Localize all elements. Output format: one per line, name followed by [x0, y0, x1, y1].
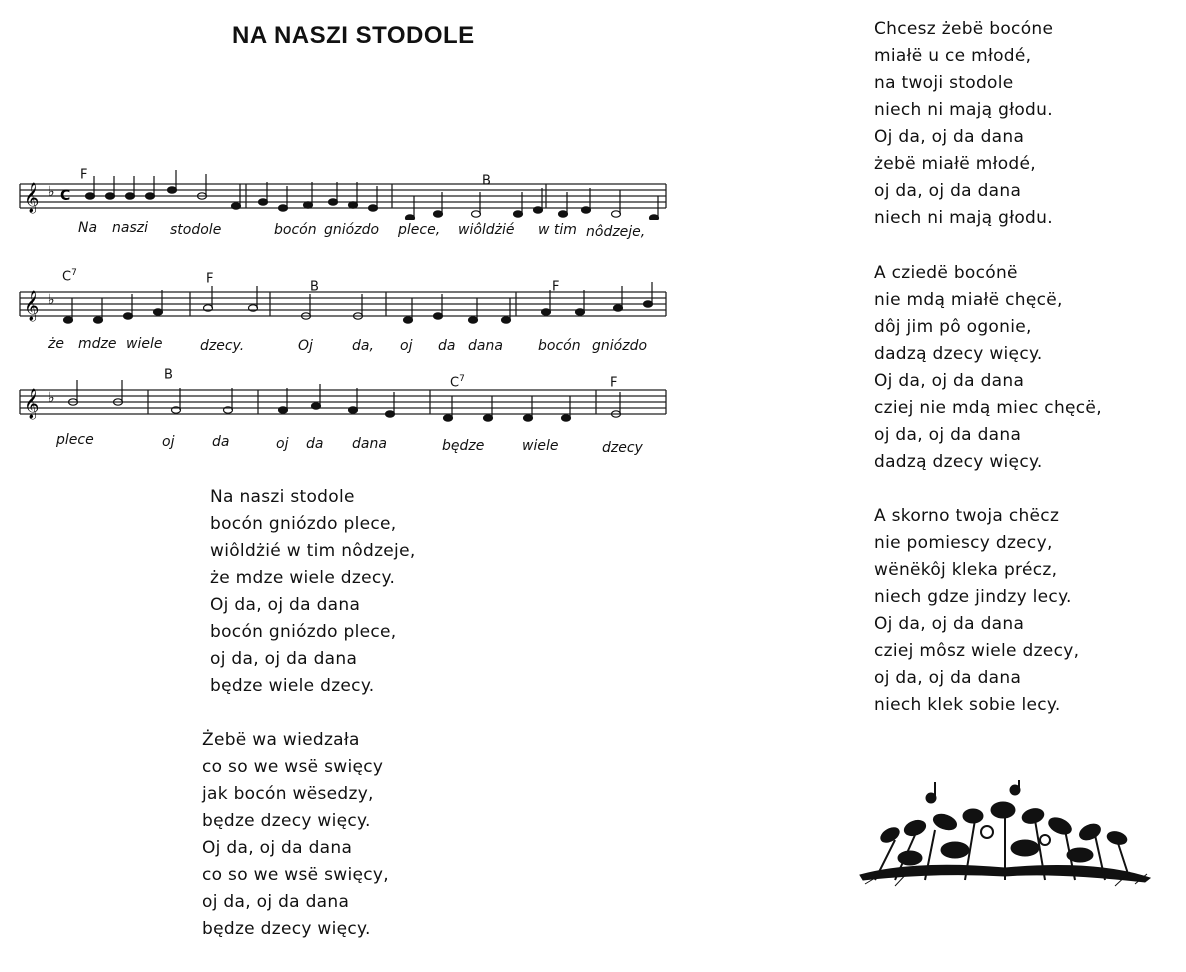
- verse-line: oj da, oj da dana: [874, 181, 1022, 201]
- svg-text:C: C: [60, 188, 71, 204]
- lyric-syllable: dzecy.: [200, 338, 245, 354]
- lyric-syllable: dana: [468, 338, 503, 354]
- verse-line: cziej nie mdą miec chęcë,: [874, 398, 1102, 418]
- verse-line: bocón gniózdo plece,: [210, 622, 397, 642]
- verse-line: Oj da, oj da dana: [874, 614, 1025, 634]
- staff-2-notes: [64, 282, 653, 323]
- lyric-syllable: bocón: [538, 338, 581, 354]
- chord: F: [552, 279, 560, 295]
- verse-line: Chcesz żebë bocóne: [874, 19, 1054, 39]
- staff-1-lines: [18, 160, 668, 220]
- verse-line: dôj jim pô ogonie,: [874, 317, 1032, 337]
- chord: B: [164, 367, 173, 383]
- svg-text:𝄞: 𝄞: [24, 389, 40, 419]
- verse-line: co so we wsë swięcy,: [202, 865, 389, 885]
- lyric-syllable: nôdzeje,: [586, 224, 646, 240]
- verse-line: będze dzecy więcy.: [202, 811, 371, 831]
- verse-line: Oj da, oj da dana: [874, 127, 1025, 147]
- sheet-music: [18, 160, 678, 470]
- verse-line: A cziedë bocónë: [874, 263, 1018, 283]
- verse-line: niech gdze jindzy lecy.: [874, 587, 1072, 607]
- staff-3-lines: [18, 366, 668, 426]
- svg-text:♭: ♭: [48, 292, 55, 308]
- verse-line: A skorno twoja chëcz: [874, 506, 1060, 526]
- verse-line: bocón gniózdo plece,: [210, 514, 397, 534]
- verse-line: będze dzecy więcy.: [202, 919, 371, 939]
- lyric-syllable: oj: [400, 338, 413, 354]
- lyric-syllable: da: [438, 338, 456, 354]
- verse-line: Oj da, oj da dana: [202, 838, 353, 858]
- lyric-syllable: wiôldżié: [458, 222, 515, 238]
- verse-line: oj da, oj da dana: [874, 425, 1022, 445]
- verse-line: niech ni mają głodu.: [874, 208, 1053, 228]
- verse-line: Na naszi stodole: [210, 487, 355, 507]
- verse-line: cziej môsz wiele dzecy,: [874, 641, 1080, 661]
- lyric-syllable: będze: [442, 438, 485, 454]
- flowers-and-notes-icon: [855, 780, 1155, 895]
- verse-line: oj da, oj da dana: [202, 892, 350, 912]
- verse-line: dadzą dzecy więcy.: [874, 344, 1043, 364]
- verse-5: [874, 503, 1079, 719]
- staff-3-notes: [69, 380, 621, 421]
- lyric-syllable: dana: [352, 436, 387, 452]
- verse-line: będze wiele dzecy.: [210, 676, 375, 696]
- lyric-syllable: da: [306, 436, 324, 452]
- lyric-syllable: da: [212, 434, 230, 450]
- verse-2: [202, 727, 389, 943]
- lyric-syllable: gniózdo: [592, 338, 648, 354]
- chord: $C^7$: [450, 374, 465, 391]
- lyric-syllable: wiele: [522, 438, 559, 454]
- verse-line: wiôldżié w tim nôdzeje,: [210, 541, 416, 561]
- lyric-syllable: naszi: [112, 220, 148, 236]
- verse-line: oj da, oj da dana: [210, 649, 358, 669]
- verse-line: żebë miałë młodé,: [874, 154, 1036, 174]
- verse-line: Oj da, oj da dana: [210, 595, 361, 615]
- verse-line: Żebë wa wiedzała: [202, 730, 360, 750]
- lyric-syllable: Na: [78, 220, 98, 236]
- lyric-syllable: w tim: [538, 222, 577, 238]
- verse-line: nie pomiescy dzecy,: [874, 533, 1053, 553]
- verse-line: nie mdą miałë chęcë,: [874, 290, 1063, 310]
- lyric-syllable: Oj: [298, 338, 313, 354]
- svg-text:𝄞: 𝄞: [24, 291, 40, 321]
- lyric-syllable: gniózdo: [324, 222, 380, 238]
- verse-3: [874, 16, 1053, 232]
- lyric-syllable: oj: [162, 434, 175, 450]
- lyric-syllable: mdze: [78, 336, 117, 352]
- lyric-syllable: dzecy: [602, 440, 643, 456]
- lyric-syllable: plece: [56, 432, 94, 448]
- lyric-syllable: wiele: [126, 336, 163, 352]
- verse-line: wënëkôj kleka précz,: [874, 560, 1058, 580]
- song-title: NA NASZI STODOLE: [232, 22, 475, 49]
- verse-line: dadzą dzecy więcy.: [874, 452, 1043, 472]
- lyric-syllable: da,: [352, 338, 374, 354]
- svg-text:♭: ♭: [48, 184, 55, 200]
- chord: B: [482, 173, 491, 189]
- lyric-syllable: plece,: [398, 222, 441, 238]
- verse-line: jak bocón wësedzy,: [202, 784, 374, 804]
- lyric-syllable: bocón: [274, 222, 317, 238]
- lyric-syllable: oj: [276, 436, 289, 452]
- svg-text:𝄞: 𝄞: [24, 183, 40, 213]
- chord: F: [206, 271, 214, 287]
- verse-line: miałë u ce młodé,: [874, 46, 1032, 66]
- lyric-syllable: że: [48, 336, 64, 352]
- chord: $C^7$: [62, 268, 77, 285]
- verse-line: niech klek sobie lecy.: [874, 695, 1061, 715]
- staff-2-lines: [18, 268, 668, 328]
- verse-line: co so we wsë swięcy: [202, 757, 384, 777]
- lyric-syllable: stodole: [170, 222, 222, 238]
- verse-line: niech ni mają głodu.: [874, 100, 1053, 120]
- verse-1: [210, 484, 416, 700]
- chord: F: [610, 375, 618, 391]
- chord: B: [310, 279, 319, 295]
- verse-4: [874, 260, 1102, 476]
- verse-line: na twoji stodole: [874, 73, 1014, 93]
- verse-line: Oj da, oj da dana: [874, 371, 1025, 391]
- staff-1-notes: [86, 170, 659, 220]
- verse-line: oj da, oj da dana: [874, 668, 1022, 688]
- chord: F: [80, 167, 88, 183]
- verse-line: że mdze wiele dzecy.: [210, 568, 396, 588]
- svg-text:♭: ♭: [48, 390, 55, 406]
